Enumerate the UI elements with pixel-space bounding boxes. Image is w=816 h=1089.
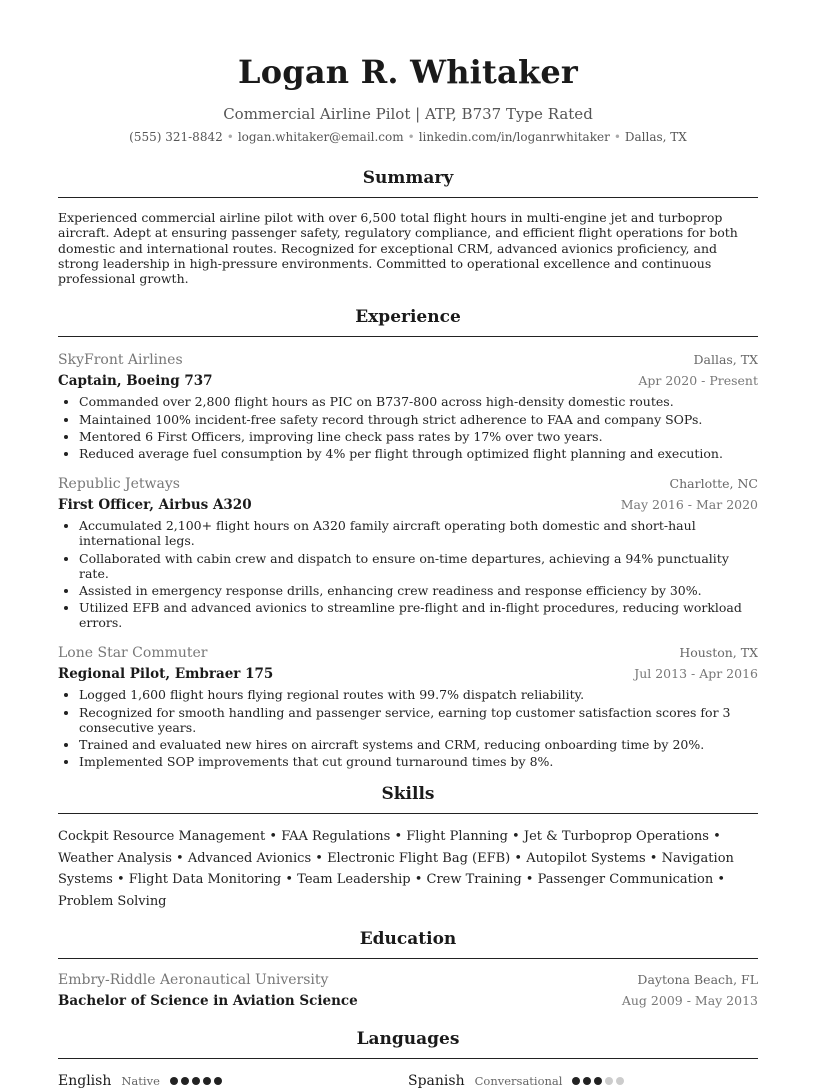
skill-item: Electronic Flight Bag (EFB) (327, 850, 511, 866)
section-title-education: Education (58, 928, 758, 959)
filled-dot (583, 1077, 591, 1085)
bullet-item: • Logged 1,600 flight hours flying regional routes with 99.7% dispatch reliability. (79, 687, 758, 702)
language-item (58, 1073, 408, 1089)
company-name: SkyFront Airlines (58, 352, 183, 369)
job-title: Captain, Boeing 737 (58, 373, 213, 390)
section-title-experience: Experience (58, 306, 758, 337)
skill-item: Passenger Communication (537, 872, 714, 888)
candidate-name: Logan R. Whitaker (238, 53, 578, 91)
bullet-item: • Reduced average fuel consumption by 4% per flight through optimized flight planning and execution. (79, 446, 758, 461)
education-dates: Aug 2009 - May 2013 (621, 993, 758, 1009)
empty-dot (616, 1077, 624, 1085)
skill-item: Jet & Turboprop Operations (523, 829, 709, 845)
job-bullets (58, 687, 758, 769)
job-dates: May 2016 - Mar 2020 (620, 497, 758, 513)
filled-dot (572, 1077, 580, 1085)
bullet-item: • Accumulated 2,100+ flight hours on A320 family aircraft operating both domestic and short-haul international legs. (79, 518, 758, 548)
contact-line (58, 129, 758, 145)
job-title: Regional Pilot, Embraer 175 (58, 666, 274, 683)
filled-dot (594, 1077, 602, 1085)
location: Dallas, TX (624, 130, 687, 144)
skill-item: Navigation Systems (58, 850, 734, 888)
section-title-skills: Skills (58, 783, 758, 814)
skill-item: Team Leadership (297, 872, 411, 888)
phone: (555) 321-8842 (129, 130, 223, 144)
bullet-item: • Recognized for smooth handling and passenger service, earning top customer satisfaction scores for 3 consecutive years. (79, 705, 758, 735)
education-section (58, 928, 758, 1010)
proficiency-dots (572, 1077, 627, 1085)
job-dates: Jul 2013 - Apr 2016 (634, 666, 758, 682)
skill-item: Problem Solving (58, 893, 167, 909)
email: logan.whitaker@email.com (237, 130, 404, 144)
bullet-item: • Implemented SOP improvements that cut ground turnaround times by 8%. (79, 754, 758, 769)
separator-dot: • (407, 130, 415, 144)
job-entry (58, 475, 758, 630)
language-level: Native (121, 1074, 160, 1089)
skill-item: Weather Analysis (58, 850, 172, 866)
job-entry (58, 644, 758, 769)
job-location: Dallas, TX (693, 352, 758, 368)
section-title-summary: Summary (58, 167, 758, 198)
skill-item: Autopilot Systems (526, 850, 646, 866)
degree: Bachelor of Science in Aviation Science (58, 993, 358, 1010)
language-level: Conversational (474, 1074, 563, 1089)
separator-dot: • (226, 130, 234, 144)
company-name: Lone Star Commuter (58, 645, 208, 662)
languages-section (58, 1028, 758, 1089)
skill-item: Crew Training (426, 872, 522, 888)
language-name: Spanish (408, 1073, 465, 1089)
skill-item: Advanced Avionics (187, 850, 312, 866)
skill-item: Flight Data Monitoring (128, 872, 282, 888)
bullet-item: • Collaborated with cabin crew and dispatch to ensure on-time departures, achieving a 94% punctuality rate. (79, 551, 758, 581)
filled-dot (192, 1077, 200, 1085)
language-item (408, 1073, 758, 1089)
job-title: First Officer, Airbus A320 (58, 497, 252, 514)
experience-section (58, 306, 758, 769)
linkedin: linkedin.com/in/loganrwhitaker (418, 130, 610, 144)
filled-dot (181, 1077, 189, 1085)
bullet-item: • Trained and evaluated new hires on aircraft systems and CRM, reducing onboarding time by 20%. (79, 737, 758, 752)
bullet-item: • Commanded over 2,800 flight hours as PIC on B737-800 across high-density domestic routes. (79, 394, 758, 409)
languages-list (58, 1073, 758, 1089)
job-dates: Apr 2020 - Present (638, 373, 758, 389)
skill-item: FAA Regulations (281, 829, 391, 845)
section-title-languages: Languages (58, 1028, 758, 1059)
school-location: Daytona Beach, FL (637, 972, 758, 988)
language-name: English (58, 1073, 112, 1089)
skills-list: Cockpit Resource Management • FAA Regulations • Flight Planning • Jet & Turboprop Operations • Weather Analysis • Advanced Avionics • Electronic Flight Bag (EFB) • Autopilot Systems • Navigation Systems • Flight Data Monitoring • Team Leadership • Crew Training • Passenger Communication • Problem Solving (58, 829, 734, 909)
bullet-item: • Assisted in emergency response drills, enhancing crew readiness and response efficiency by 30%. (79, 583, 758, 598)
bullet-item: • Mentored 6 First Officers, improving line check pass rates by 17% over two years. (79, 429, 758, 444)
job-location: Charlotte, NC (669, 476, 758, 492)
job-bullets (58, 518, 758, 630)
skills-section (58, 783, 758, 912)
filled-dot (170, 1077, 178, 1085)
summary-text: Experienced commercial airline pilot with over 6,500 total flight hours in multi-engine jet and turboprop aircraft. Adept at ensuring passenger safety, regulatory compliance, and efficient flight operations for both domestic and international routes. Recognized for exceptional CRM, advanced avionics proficiency, and strong leadership in high-pressure environments. Committed to operational excellence and continuous professional growth. (58, 210, 738, 287)
filled-dot (203, 1077, 211, 1085)
job-location: Houston, TX (679, 645, 758, 661)
bullet-item: • Utilized EFB and advanced avionics to streamline pre-flight and in-flight procedures, reducing workload errors. (79, 600, 758, 630)
skill-item: Cockpit Resource Management (58, 829, 266, 845)
skill-item: Flight Planning (406, 829, 508, 845)
empty-dot (605, 1077, 613, 1085)
headline: Commercial Airline Pilot | ATP, B737 Type Rated (223, 105, 593, 123)
job-bullets (58, 394, 758, 461)
separator-dot: • (613, 130, 621, 144)
filled-dot (214, 1077, 222, 1085)
company-name: Republic Jetways (58, 476, 180, 493)
resume-page (58, 0, 758, 1089)
summary-section (58, 167, 758, 286)
proficiency-dots (170, 1077, 225, 1085)
education-entry (58, 971, 758, 1010)
job-entry (58, 351, 758, 461)
bullet-item: • Maintained 100% incident-free safety record through strict adherence to FAA and company SOPs. (79, 412, 758, 427)
school-name: Embry-Riddle Aeronautical University (58, 972, 329, 989)
